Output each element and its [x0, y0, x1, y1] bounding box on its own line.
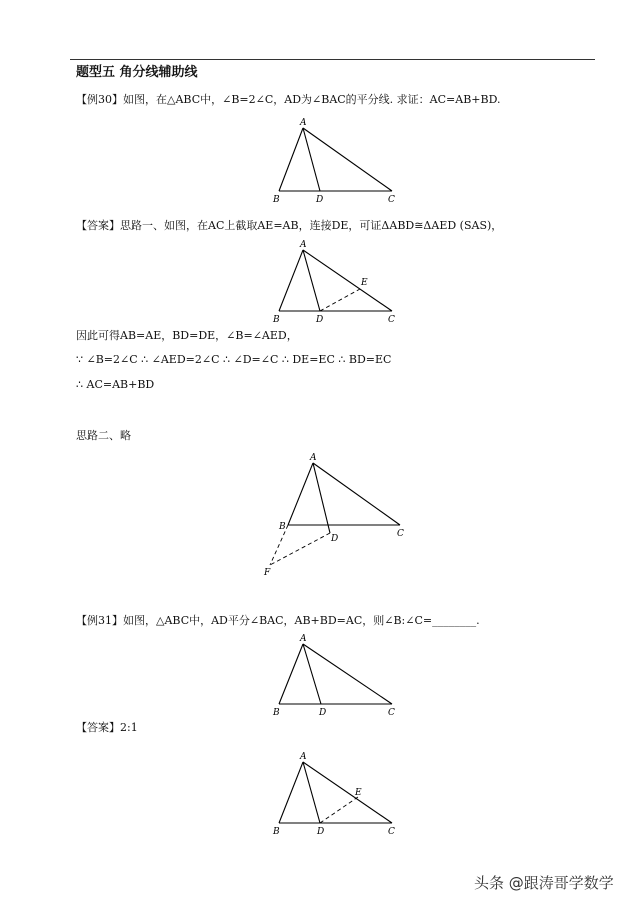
label-c: C: [388, 195, 395, 205]
label-c: C: [388, 708, 395, 718]
figure-example30: [270, 118, 410, 208]
answer30-line3: ∵ ∠B=2∠C ∴ ∠AED=2∠C ∴ ∠D=∠C ∴ DE=EC ∴ BD=EC: [76, 353, 392, 366]
label-a: A: [300, 118, 307, 128]
example31-text: [76, 614, 480, 628]
example31-problem: 如图，△ABC中，AD平分∠BAC，AB+BD=AC，则∠B:∠C=________.: [123, 614, 480, 627]
segment-df-dashed: [270, 533, 330, 565]
figure-example31: [270, 634, 410, 724]
example30-tag: 【例30】: [76, 93, 123, 106]
answer31-value: 2:1: [120, 721, 138, 734]
label-a: A: [300, 752, 307, 762]
segment-de-dashed: [320, 289, 360, 311]
segment-ab: [279, 250, 303, 311]
label-b: B: [273, 315, 280, 325]
segment-ad: [303, 762, 320, 823]
label-b: B: [279, 522, 286, 532]
label-d: D: [317, 827, 325, 837]
answer30-line1: [76, 219, 502, 233]
example30-text: [76, 93, 501, 107]
segment-ac: [303, 250, 392, 311]
answer30-tag: 【答案】: [76, 219, 120, 232]
figure-answer30: [270, 240, 410, 330]
example30-problem: 如图，在△ABC中，∠B=2∠C，AD为∠BAC的平分线. 求证：AC=AB+BD.: [123, 93, 501, 106]
label-b: B: [273, 827, 280, 837]
example31-tag: 【例31】: [76, 614, 123, 627]
answer30-idea1: 思路一、如图，在AC上截取AE=AB，连接DE，可证ΔABD≅ΔAED (SAS)，: [120, 219, 503, 232]
label-d: D: [319, 708, 327, 718]
segment-ac: [303, 644, 392, 704]
label-f: F: [264, 568, 271, 578]
segment-ab: [279, 128, 303, 191]
label-c: C: [388, 827, 395, 837]
section-title: 题型五 角分线辅助线: [76, 65, 198, 80]
segment-ad: [303, 250, 320, 311]
segment-ab: [279, 644, 303, 704]
figure-answer31: [270, 750, 410, 840]
label-d: D: [331, 534, 339, 544]
answer30-idea2: 思路二、略: [76, 429, 131, 442]
label-a: A: [300, 240, 307, 250]
label-d: D: [316, 195, 324, 205]
answer30-line4: ∴ AC=AB+BD: [76, 378, 155, 391]
label-a: A: [310, 453, 317, 463]
segment-de-dashed: [320, 797, 358, 823]
segment-ac: [303, 762, 392, 823]
label-e: E: [355, 788, 362, 798]
figure-idea2: [260, 453, 420, 583]
label-c: C: [388, 315, 395, 325]
label-a: A: [300, 634, 307, 644]
segment-ab: [279, 762, 303, 823]
label-e: E: [361, 278, 368, 288]
segment-ab: [288, 463, 313, 525]
watermark: 头条 @跟涛哥学数学: [474, 874, 614, 892]
label-b: B: [273, 708, 280, 718]
answer31-tag: 【答案】: [76, 721, 120, 734]
segment-ac: [303, 128, 392, 191]
segment-ad: [303, 128, 320, 191]
label-c: C: [397, 529, 404, 539]
answer31-line: [76, 721, 138, 735]
label-d: D: [316, 315, 324, 325]
answer30-line2: 因此可得AB=AE，BD=DE，∠B=∠AED，: [76, 329, 298, 342]
header-rule: [70, 59, 595, 60]
label-b: B: [273, 195, 280, 205]
segment-ad: [303, 644, 321, 704]
